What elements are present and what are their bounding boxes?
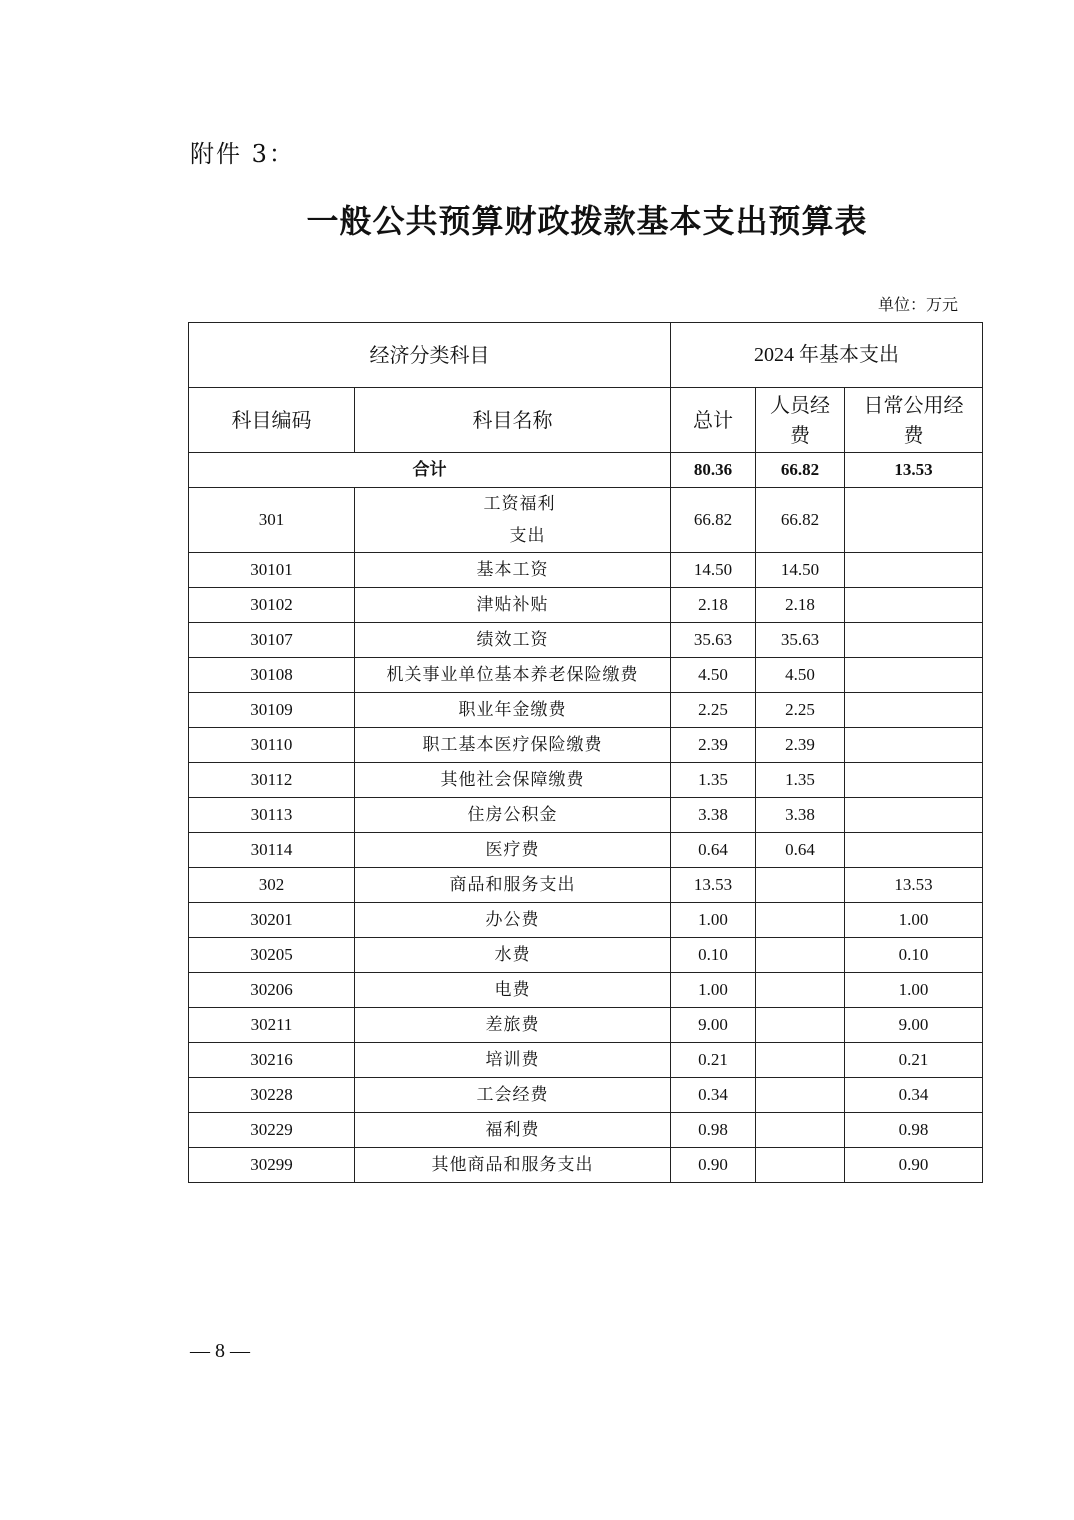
total-label: 合计	[189, 453, 671, 488]
row-name: 水费	[355, 938, 671, 973]
header-econ-class: 经济分类科目	[189, 323, 671, 388]
row-total: 9.00	[671, 1008, 756, 1043]
table-row	[189, 553, 983, 588]
row-code: 30109	[189, 693, 355, 728]
row-code: 30101	[189, 553, 355, 588]
table-row	[189, 658, 983, 693]
row-total: 0.21	[671, 1043, 756, 1078]
row-name: 住房公积金	[355, 798, 671, 833]
row-name: 福利费	[355, 1113, 671, 1148]
row-code: 302	[189, 868, 355, 903]
row-total: 0.90	[671, 1148, 756, 1183]
row-name: 办公费	[355, 903, 671, 938]
row-public	[845, 798, 983, 833]
table-row	[189, 903, 983, 938]
row-personnel: 4.50	[756, 658, 845, 693]
table-row	[189, 1113, 983, 1148]
row-name: 电费	[355, 973, 671, 1008]
row-public: 1.00	[845, 973, 983, 1008]
row-total: 13.53	[671, 868, 756, 903]
table-row	[189, 973, 983, 1008]
row-name: 津贴补贴	[355, 588, 671, 623]
header-code: 科目编码	[189, 388, 355, 453]
row-personnel: 3.38	[756, 798, 845, 833]
row-total: 2.39	[671, 728, 756, 763]
row-personnel	[756, 1113, 845, 1148]
header-personnel-text: 人员经费	[770, 393, 830, 447]
row-public	[845, 693, 983, 728]
row-personnel	[756, 1043, 845, 1078]
row-name: 其他商品和服务支出	[355, 1148, 671, 1183]
row-total: 35.63	[671, 623, 756, 658]
table-row	[189, 938, 983, 973]
row-total: 0.34	[671, 1078, 756, 1113]
budget-table	[188, 322, 983, 1183]
row-name	[355, 488, 671, 553]
row-total: 4.50	[671, 658, 756, 693]
row-total: 1.00	[671, 903, 756, 938]
table-row	[189, 833, 983, 868]
row-public: 0.90	[845, 1148, 983, 1183]
row-total: 2.25	[671, 693, 756, 728]
total-row	[189, 453, 983, 488]
row-public	[845, 728, 983, 763]
row-code: 30110	[189, 728, 355, 763]
row-name: 商品和服务支出	[355, 868, 671, 903]
total-personnel: 66.82	[756, 453, 845, 488]
table-row	[189, 1148, 983, 1183]
header-row-2	[189, 388, 983, 453]
attachment-label: 附件 3：	[190, 140, 295, 168]
row-personnel	[756, 1148, 845, 1183]
table-row	[189, 588, 983, 623]
table-row	[189, 868, 983, 903]
row-personnel: 35.63	[756, 623, 845, 658]
row-public	[845, 488, 983, 553]
table-row	[189, 728, 983, 763]
row-code: 30102	[189, 588, 355, 623]
page-number: — 8 —	[190, 1340, 250, 1362]
row-public: 9.00	[845, 1008, 983, 1043]
row-name: 基本工资	[355, 553, 671, 588]
header-public	[845, 388, 983, 453]
row-total: 3.38	[671, 798, 756, 833]
row-public	[845, 588, 983, 623]
row-code: 30108	[189, 658, 355, 693]
row-code: 301	[189, 488, 355, 553]
row-public	[845, 763, 983, 798]
table-row	[189, 1043, 983, 1078]
row-name: 工会经费	[355, 1078, 671, 1113]
row-name: 其他社会保障缴费	[355, 763, 671, 798]
row-name: 机关事业单位基本养老保险缴费	[355, 658, 671, 693]
row-name: 职工基本医疗保险缴费	[355, 728, 671, 763]
row-name: 医疗费	[355, 833, 671, 868]
row-code: 30107	[189, 623, 355, 658]
unit-label: 单位：万元	[877, 295, 958, 314]
header-total: 总计	[671, 388, 756, 453]
row-personnel	[756, 938, 845, 973]
row-code: 30114	[189, 833, 355, 868]
row-total: 14.50	[671, 553, 756, 588]
row-personnel: 0.64	[756, 833, 845, 868]
page-title: 一般公共预算财政拨款基本支出预算表	[306, 202, 868, 240]
row-public: 0.10	[845, 938, 983, 973]
row-personnel	[756, 1008, 845, 1043]
row-code: 30113	[189, 798, 355, 833]
row-total: 0.64	[671, 833, 756, 868]
row-code: 30228	[189, 1078, 355, 1113]
row-public: 0.21	[845, 1043, 983, 1078]
row-personnel	[756, 973, 845, 1008]
row-public: 13.53	[845, 868, 983, 903]
row-total: 1.00	[671, 973, 756, 1008]
row-code: 30299	[189, 1148, 355, 1183]
row-personnel: 14.50	[756, 553, 845, 588]
row-total: 2.18	[671, 588, 756, 623]
row-personnel	[756, 903, 845, 938]
header-year-basic: 2024 年基本支出	[671, 323, 983, 388]
row-name: 绩效工资	[355, 623, 671, 658]
row-code: 30229	[189, 1113, 355, 1148]
row-code: 30216	[189, 1043, 355, 1078]
row-name: 职业年金缴费	[355, 693, 671, 728]
row-name-line1: 工资福利	[483, 494, 556, 514]
row-code: 30112	[189, 763, 355, 798]
header-public-text: 日常公用经费	[863, 393, 964, 447]
table-row	[189, 1078, 983, 1113]
table-row	[189, 693, 983, 728]
row-personnel: 2.18	[756, 588, 845, 623]
table-row	[189, 1008, 983, 1043]
row-public	[845, 623, 983, 658]
row-total: 66.82	[671, 488, 756, 553]
row-total: 0.98	[671, 1113, 756, 1148]
row-public	[845, 553, 983, 588]
row-code: 30211	[189, 1008, 355, 1043]
table-row	[189, 763, 983, 798]
header-name: 科目名称	[355, 388, 671, 453]
table-row	[189, 798, 983, 833]
row-total: 1.35	[671, 763, 756, 798]
row-personnel	[756, 868, 845, 903]
row-public: 0.34	[845, 1078, 983, 1113]
row-code: 30206	[189, 973, 355, 1008]
row-personnel: 2.25	[756, 693, 845, 728]
row-public	[845, 658, 983, 693]
row-name: 差旅费	[355, 1008, 671, 1043]
table-row	[189, 488, 983, 553]
row-public: 1.00	[845, 903, 983, 938]
row-personnel: 2.39	[756, 728, 845, 763]
row-code: 30205	[189, 938, 355, 973]
row-personnel: 66.82	[756, 488, 845, 553]
table-row	[189, 623, 983, 658]
total-public: 13.53	[845, 453, 983, 488]
row-total: 0.10	[671, 938, 756, 973]
total-total: 80.36	[671, 453, 756, 488]
header-personnel	[756, 388, 845, 453]
row-personnel: 1.35	[756, 763, 845, 798]
row-code: 30201	[189, 903, 355, 938]
row-public: 0.98	[845, 1113, 983, 1148]
header-row-1	[189, 323, 983, 388]
row-name-line2: 支出	[509, 526, 546, 546]
row-personnel	[756, 1078, 845, 1113]
row-name: 培训费	[355, 1043, 671, 1078]
row-public	[845, 833, 983, 868]
